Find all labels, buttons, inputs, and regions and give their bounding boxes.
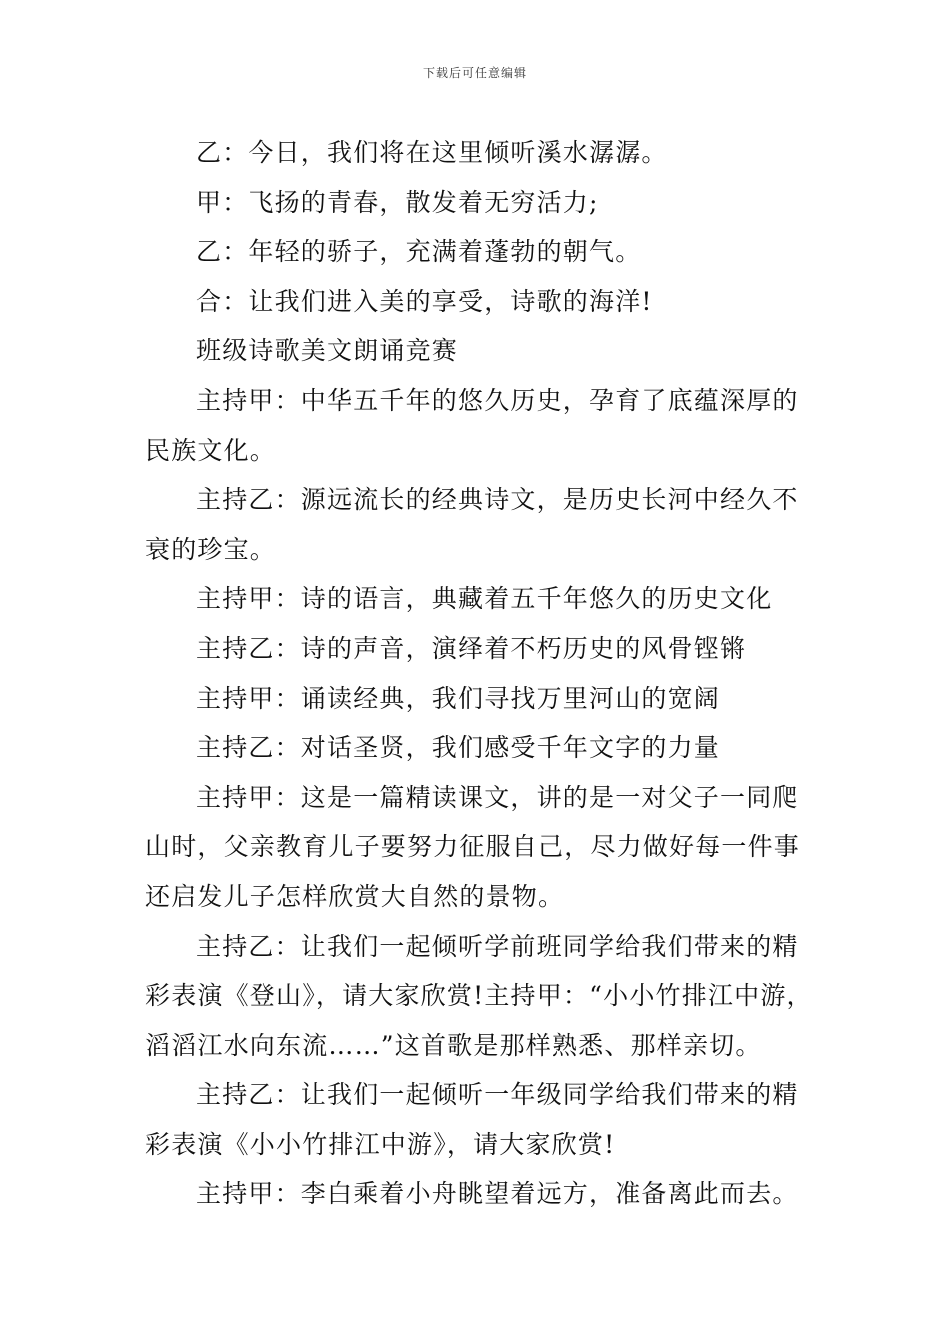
paragraph: 主持乙：诗的声音，演绎着不朽历史的风骨铿锵 xyxy=(196,633,747,663)
paragraph: 乙：今日，我们将在这里倾听溪水潺潺。 xyxy=(196,138,668,167)
paragraph: 乙：年轻的骄子，充满着蓬勃的朝气。 xyxy=(196,237,642,267)
document-body xyxy=(145,128,815,1219)
paragraph: 主持乙：源远流长的经典诗文，是历史长河中经久不衰的珍宝。 xyxy=(145,485,799,564)
paragraph: 甲：飞扬的青春，散发着无穷活力; xyxy=(196,187,599,217)
section-title: 班级诗歌美文朗诵竞赛 xyxy=(196,336,459,366)
paragraph: 主持乙：让我们一起倾听学前班同学给我们带来的精彩表演《登山》，请大家欣赏!主持甲：“小小竹排江中游，滔滔江水向东流……”这首歌是那样熟悉、那样亲切。 xyxy=(145,931,813,1060)
paragraph: 主持甲：诵读经典，我们寻找万里河山的宽阔 xyxy=(196,683,721,713)
paragraph: 主持甲：中华五千年的悠久历史，孕育了底蕴深厚的民族文化。 xyxy=(145,385,799,465)
paragraph: 主持甲：这是一篇精读课文，讲的是一对父子一同爬山时，父亲教育儿子要努力征服自己，尽力做好每一件事还启发儿子怎样欣赏大自然的景物。 xyxy=(145,782,801,911)
paragraph: 合：让我们进入美的享受，诗歌的海洋! xyxy=(196,286,653,316)
paragraph: 主持甲：李白乘着小舟眺望着远方，准备离此而去。 xyxy=(196,1179,799,1209)
page-header: 下载后可任意编辑 xyxy=(422,66,527,80)
paragraph: 主持乙：让我们一起倾听一年级同学给我们带来的精彩表演《小小竹排江中游》，请大家欣赏! xyxy=(145,1080,799,1159)
paragraph: 主持乙：对话圣贤，我们感受千年文字的力量 xyxy=(196,733,721,763)
paragraph: 主持甲：诗的语言，典藏着五千年悠久的历史文化 xyxy=(196,584,773,614)
